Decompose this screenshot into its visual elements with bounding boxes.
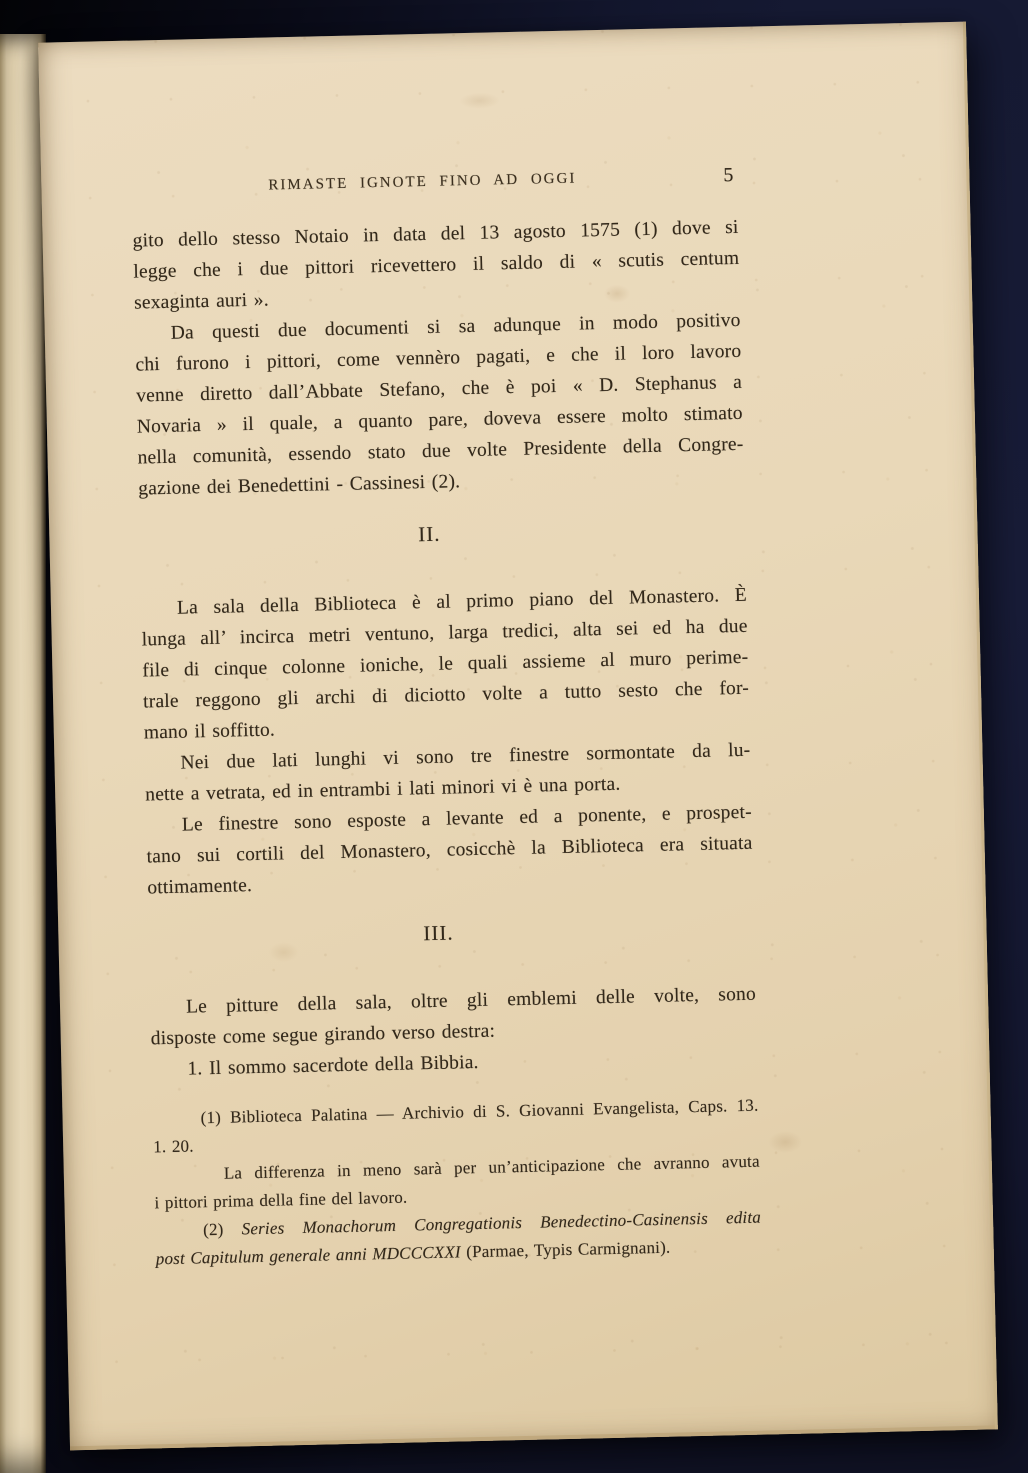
text-segment: file di cinque colonne ioniche, le quali assieme al muro perime- xyxy=(142,646,749,682)
text-segment: La differenza in meno sarà per un’anticipazione che avranno avuta xyxy=(223,1151,760,1183)
running-header xyxy=(131,163,737,207)
text-segment: sexaginta auri ». xyxy=(133,289,270,314)
text-segment: tano sui cortili del Monastero, cosicchè la Biblioteca era situata xyxy=(146,832,753,868)
text-segment: mano il soffitto. xyxy=(143,719,276,744)
body-text xyxy=(132,212,757,1086)
footnotes xyxy=(152,1092,762,1274)
italic-text: Series Monachorum Congregationis Benedectino-Casinensis edita xyxy=(241,1207,762,1239)
text-segment: Nei due lati lunghi vi sono tre finestre sormontate da lu- xyxy=(180,739,751,774)
facing-page-edge xyxy=(0,34,46,1473)
text-segment: La sala della Biblioteca è al primo piano del Monastero. È xyxy=(176,584,748,619)
text-segment: gito dello stesso Notaio in data del 13 agosto 1575 (1) dove si xyxy=(132,216,739,252)
text-segment: legge che i due pittori ricevettero il saldo di « scutis centum xyxy=(133,247,740,283)
text-segment: ottimamente. xyxy=(147,875,253,899)
section-heading: II. xyxy=(417,521,441,547)
text-segment: 1. 20. xyxy=(153,1136,194,1157)
book-page xyxy=(38,22,998,1451)
page-number: 5 xyxy=(723,163,734,187)
text-segment: Novaria » il quale, a quanto pare, doveva essere molto stimato xyxy=(136,402,743,438)
text-segment: i pittori prima della fine del lavoro. xyxy=(154,1187,408,1213)
paper-stain xyxy=(768,1131,802,1154)
text-segment: nella comunità, essendo stato due volte Presidente della Congre- xyxy=(137,433,744,469)
text-segment: venne diretto dall’Abbate Stefano, che è poi « D. Stephanus a xyxy=(135,371,743,407)
text-segment: (1) Biblioteca Palatina — Archivio di S. Giovanni Evangelista, Caps. 13. xyxy=(200,1095,759,1128)
text-segment: (Parmae, Typis Carmignani). xyxy=(466,1237,671,1262)
text-segment: (2) xyxy=(202,1219,242,1240)
text-segment: Da questi due documenti si sa adunque in modo positivo xyxy=(170,309,741,344)
text-segment: nette a vetrata, ed in entrambi i lati minori vi è una porta. xyxy=(145,773,621,806)
text-column xyxy=(132,212,762,1273)
paper-stain xyxy=(459,92,499,109)
text-segment: Le finestre sono esposte a levante ed a ponente, e prospet- xyxy=(181,801,753,836)
section-heading: III. xyxy=(423,920,454,946)
text-segment: disposte come segue girando verso destra: xyxy=(150,1020,496,1050)
text-segment: lunga all’ incirca metri ventuno, larga tredici, alta sei ed ha due xyxy=(141,615,748,651)
text-segment: gazione dei Benedettini - Cassinesi (2). xyxy=(138,471,461,500)
text-segment: chi furono i pittori, come vennèro pagati, e che il loro lavoro xyxy=(135,340,742,376)
italic-text: post Capitulum generale anni MDCCCXXI xyxy=(155,1242,467,1269)
text-segment: 1. Il sommo sacerdote della Bibbia. xyxy=(187,1051,479,1080)
text-segment: trale reggono gli archi di diciotto volte a tutto sesto che for- xyxy=(142,677,750,713)
text-segment: Le pitture della sala, oltre gli emblemi delle volte, sono xyxy=(185,983,757,1018)
running-title: RIMASTE IGNOTE FINO AD OGGI xyxy=(268,170,577,194)
